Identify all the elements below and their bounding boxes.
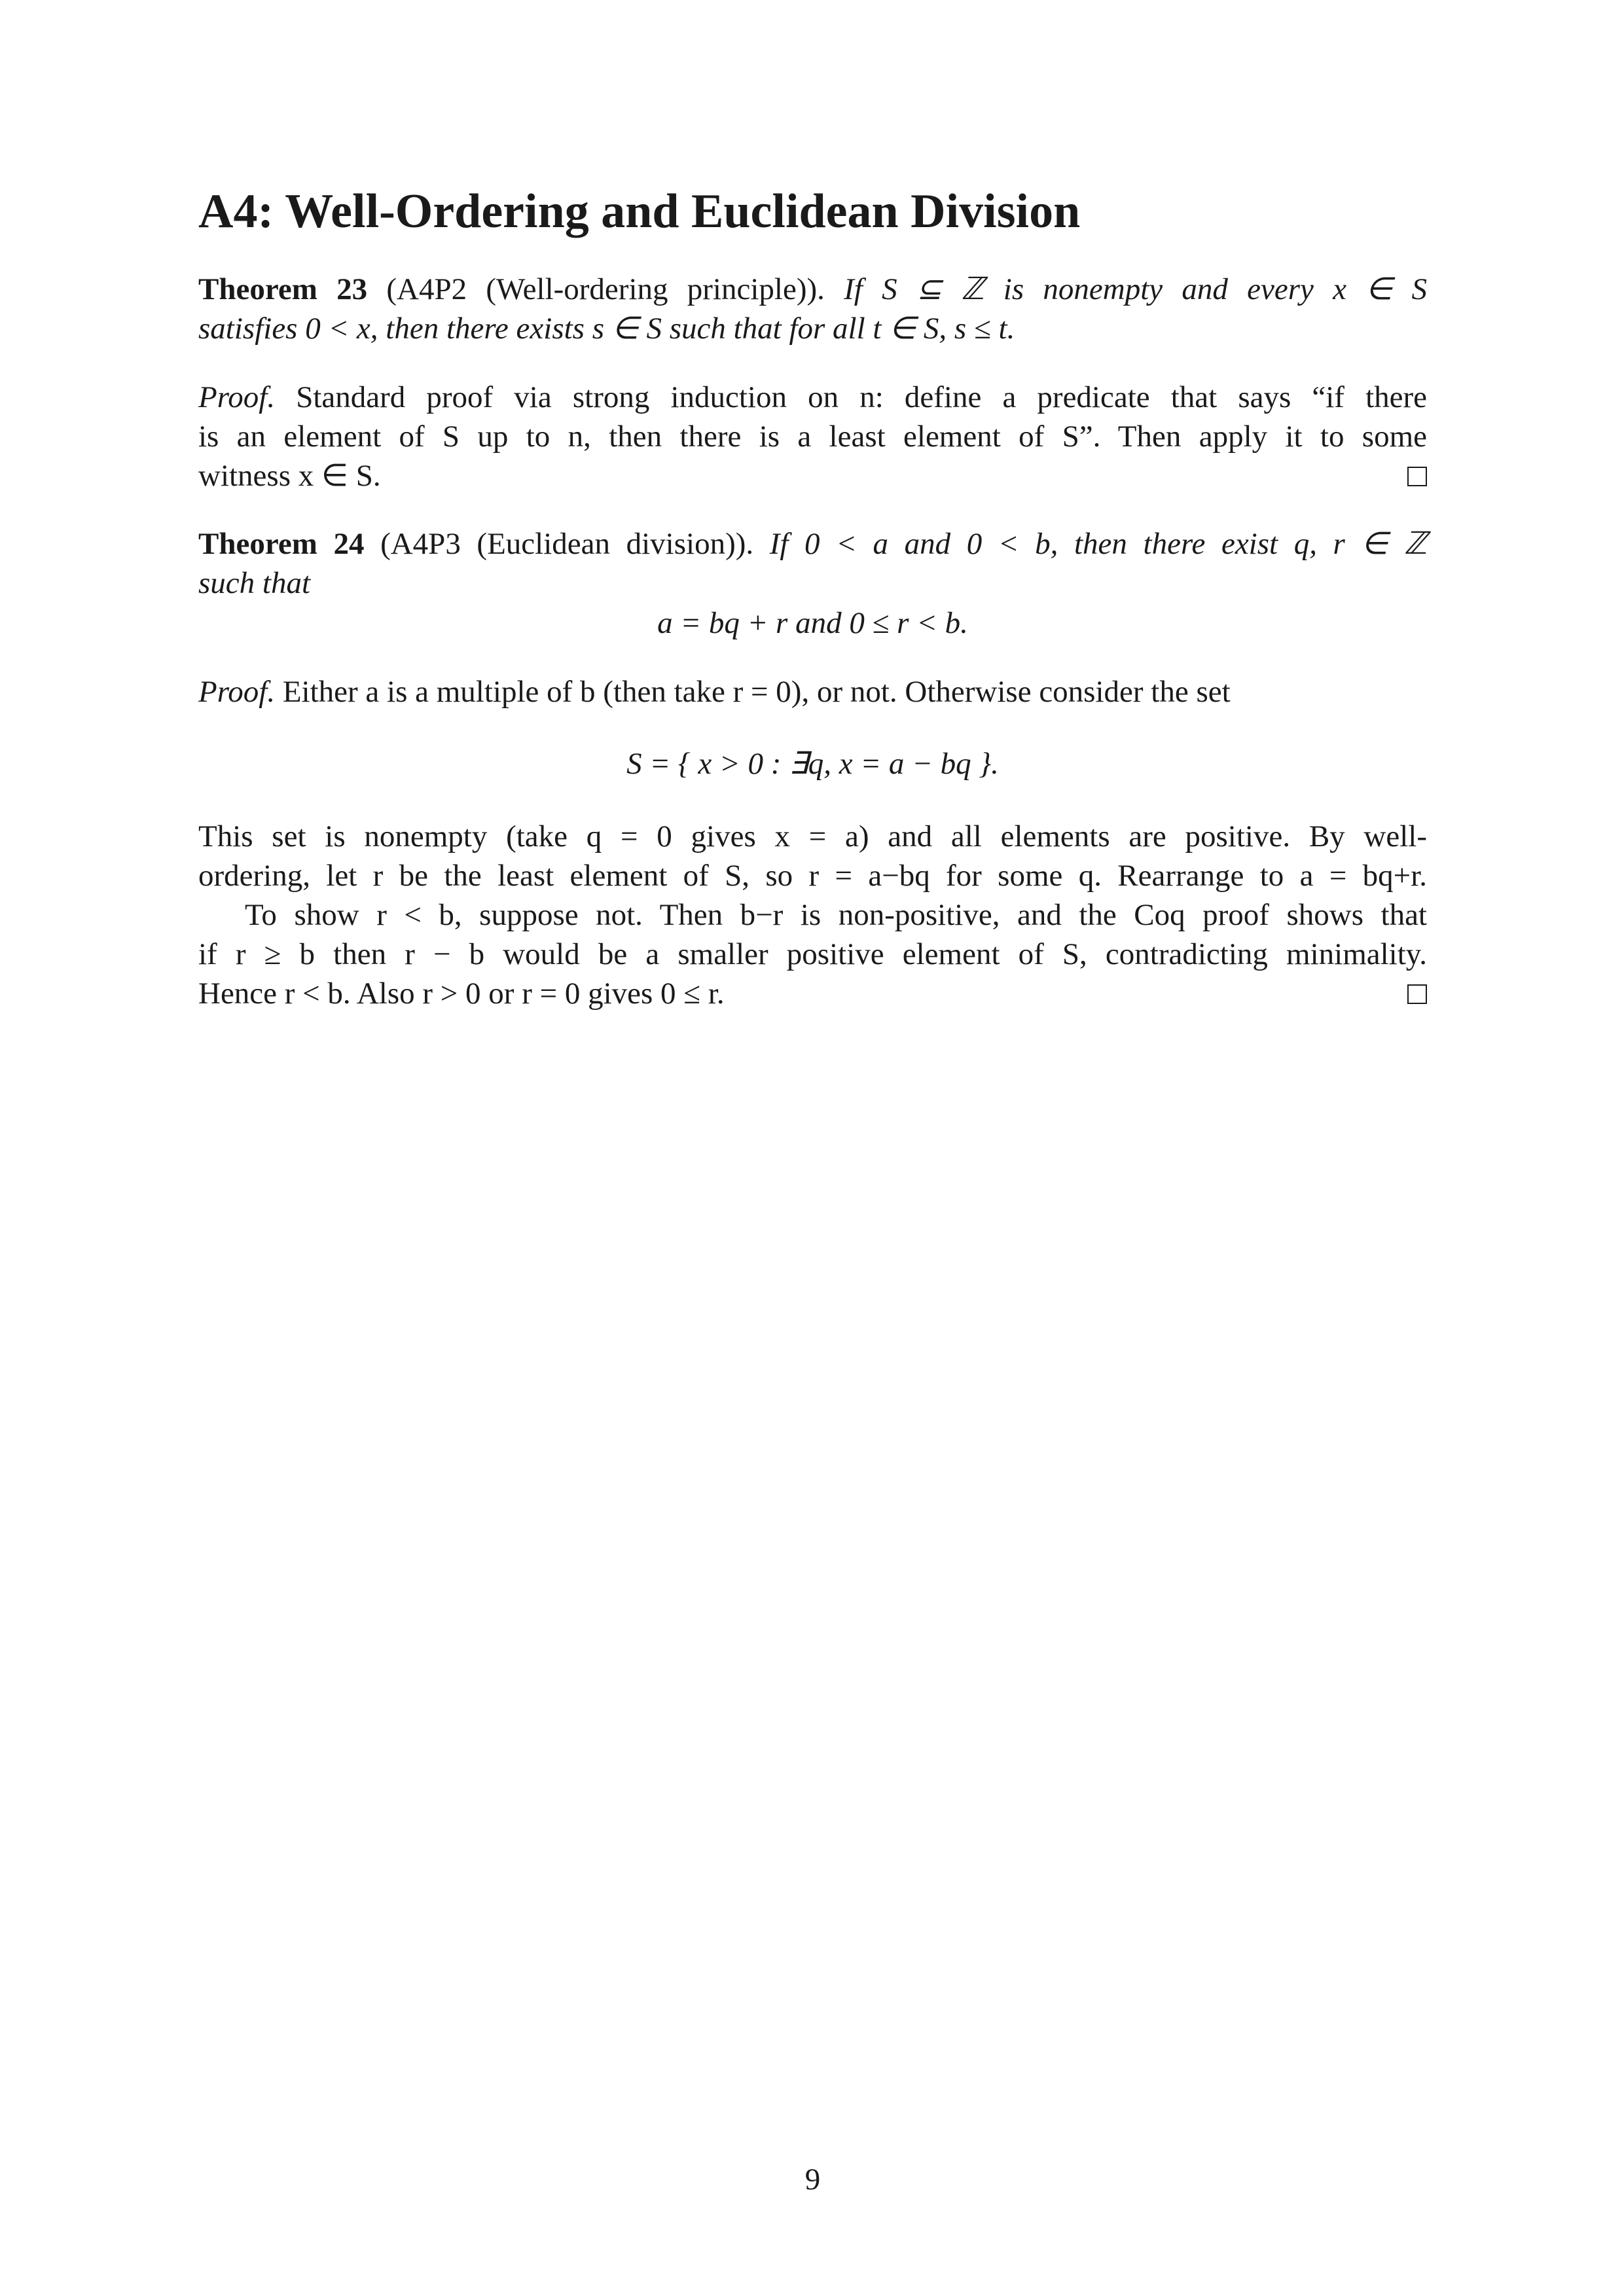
proof-24-line-1 [198,672,1427,711]
theorem-24 [198,524,1427,603]
proof-text: Standard proof via strong induction on n: define a predicate that says “if there [296,380,1428,414]
theorem-23 [198,270,1427,348]
qed-box-icon [1407,467,1427,486]
proof-label: Proof. [198,380,276,414]
proof-text: Either a is a multiple of b (then take r = 0), or not. Otherwise consider the set [282,675,1231,709]
theorem-note: (A4P2 (Well-ordering principle)). [386,272,825,306]
proof-24 [198,672,1427,711]
proof-24-line-2: This set is nonempty (take q = 0 gives x = a) and all elements are positive. By well- [198,819,1427,853]
section-title: A4: Well-Ordering and Euclidean Division [198,185,1081,238]
proof-label: Proof. [198,675,276,709]
theorem-statement: If 0 < a and 0 < b, then there exist q, r ∈ ℤ [769,527,1427,561]
theorem-label: Theorem 23 [198,272,368,306]
proof-23 [198,378,1427,495]
theorem-statement: If S ⊆ ℤ is nonempty and every x ∈ S [844,272,1427,306]
proof-24-body [198,817,1427,1013]
theorem-label: Theorem 24 [198,527,365,561]
theorem-24-display-equation: a = bq + r and 0 ≤ r < b. [657,606,968,640]
theorem-24-line-2: such that [198,566,311,600]
proof-23-line-2: is an element of S up to n, then there is a least element of S”. Then apply it to some [198,420,1427,454]
page-number: 9 [804,2162,821,2197]
set-definition-equation: S = { x > 0 : ∃q, x = a − bq }. [626,747,999,781]
theorem-note: (A4P3 (Euclidean division)). [380,527,754,561]
theorem-23-line-1 [198,270,1427,309]
proof-24-line-4: To show r < b, suppose not. Then b−r is non-positive, and the Coq proof shows that [245,898,1427,932]
theorem-24-line-1 [198,524,1427,564]
proof-23-line-3: witness x ∈ S. [198,459,381,493]
proof-23-line-1 [198,378,1427,417]
proof-24-line-3: ordering, let r be the least element of S, so r = a−bq for some q. Rearrange to a = bq+r. [198,859,1427,893]
proof-24-line-5: if r ≥ b then r − b would be a smaller positive element of S, contradicting minimality. [198,937,1427,971]
theorem-23-line-2: satisfies 0 < x, then there exists s ∈ S such that for all t ∈ S, s ≤ t. [198,312,1015,346]
qed-box-icon [1407,984,1427,1004]
proof-24-line-6: Hence r < b. Also r > 0 or r = 0 gives 0 ≤ r. [198,977,725,1011]
